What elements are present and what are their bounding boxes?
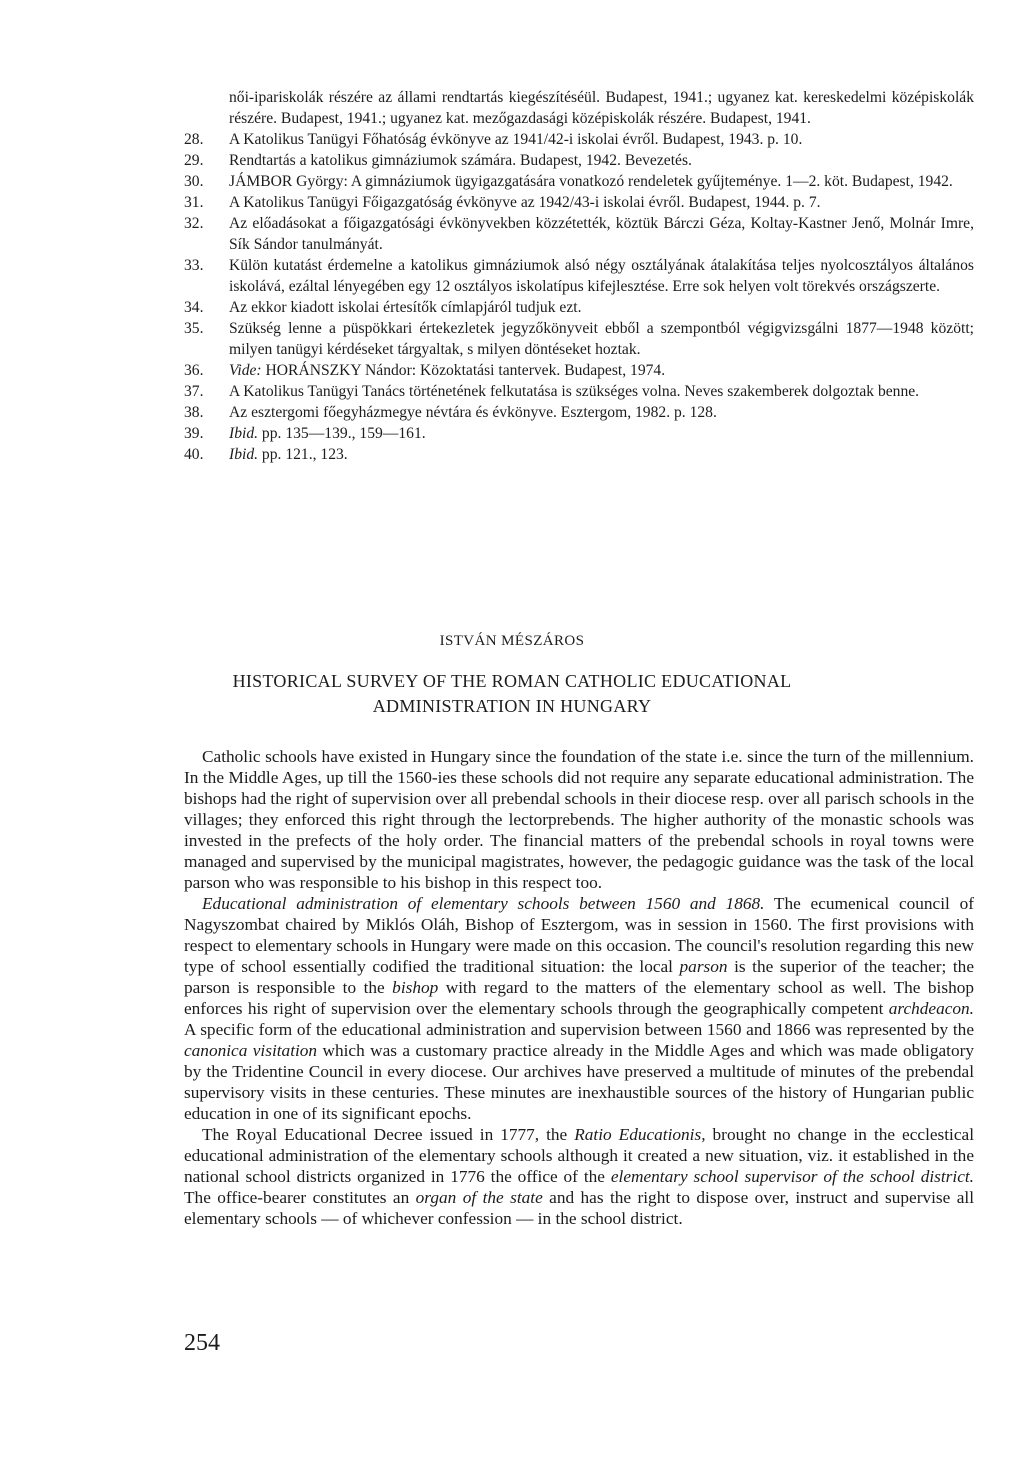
footnote-text: Az ekkor kiadott iskolai értesítők címlapjáról tudjuk ezt. bbox=[229, 299, 582, 316]
footnote-text: HORÁNSZKY Nándor: Közoktatási tantervek. Budapest, 1974. bbox=[261, 362, 666, 379]
paragraph-text: The ecumenical council of Nagyszombat chaired by Miklós Oláh, Bishop of Esztergom, was in session in 1560. The first provisions with respect to elementary schools in Hungary were made on this occasion. The council's resolution regarding this new type of school essentially codified the traditional situation: the local bbox=[184, 894, 974, 976]
footnote-text: pp. 135—139., 159—161. bbox=[258, 425, 426, 442]
footnote-text: Szükség lenne a püspökkari értekezletek jegyzőkönyveit ebből a szempontból végigvizsgálni 1877—1948 között; milyen tanügyi kérdéseket tárgyaltak, s milyen döntéseket hoztak. bbox=[229, 320, 974, 358]
footnotes bbox=[184, 87, 974, 465]
footnote-number: 36. bbox=[184, 362, 204, 379]
article-title bbox=[0, 669, 1024, 719]
footnote-number: 39. bbox=[184, 425, 204, 442]
article-body bbox=[184, 746, 974, 1229]
footnote-number: 37. bbox=[184, 383, 204, 400]
paragraph-text: brought no change in the ecclestical educational administration of the elementary schools although it created a new situation, viz. it established in the national school districts organized in 1776 the office of the bbox=[184, 1125, 975, 1186]
emphasis: canonica visitation bbox=[184, 1041, 318, 1060]
footnote-37 bbox=[184, 381, 974, 402]
footnote-number: 30. bbox=[184, 173, 204, 190]
footnote-italic-lead: Ibid. bbox=[229, 425, 259, 442]
page-number: 254 bbox=[184, 1330, 220, 1356]
emphasis: parson bbox=[679, 957, 728, 976]
emphasis: elementary school supervisor of the school district. bbox=[610, 1167, 974, 1186]
paragraph-text: and has the right to dispose over, instruct and supervise all elementary schools — of whichever confession — in the school district. bbox=[184, 1188, 974, 1228]
footnote-text: Rendtartás a katolikus gimnáziumok számára. Budapest, 1942. Bevezetés. bbox=[229, 152, 692, 169]
footnote-39 bbox=[184, 423, 974, 444]
footnote-text: pp. 121., 123. bbox=[258, 446, 348, 463]
footnote-text: A Katolikus Tanügyi Főigazgatóság évkönyve az 1942/43-i iskolai évről. Budapest, 1944. p. 7. bbox=[229, 194, 821, 211]
article-title-line: ADMINISTRATION IN HUNGARY bbox=[372, 696, 652, 716]
section-heading: Educational administration of elementary schools between 1560 and 1868. bbox=[202, 894, 765, 913]
footnote-number: 31. bbox=[184, 194, 204, 211]
emphasis: organ of the state bbox=[415, 1188, 543, 1207]
footnote-continuation bbox=[184, 87, 974, 129]
footnote-text: A Katolikus Tanügyi Főhatóság évkönyve az 1941/42-i iskolai évről. Budapest, 1943. p. 10. bbox=[229, 131, 803, 148]
body-paragraph bbox=[184, 893, 974, 1124]
footnote-31 bbox=[184, 192, 974, 213]
emphasis: bishop bbox=[392, 978, 439, 997]
emphasis: archdeacon. bbox=[888, 999, 974, 1018]
paragraph-text: The office-bearer constitutes an bbox=[184, 1188, 416, 1207]
footnote-number: 38. bbox=[184, 404, 204, 421]
article-author: ISTVÁN MÉSZÁROS bbox=[439, 633, 585, 649]
footnote-40 bbox=[184, 444, 974, 465]
footnote-number: 33. bbox=[184, 257, 204, 274]
footnote-35 bbox=[184, 318, 974, 360]
footnote-italic-lead: Ibid. bbox=[229, 446, 259, 463]
body-paragraph bbox=[184, 1124, 974, 1229]
footnote-number: 32. bbox=[184, 215, 204, 232]
paragraph-text: The Royal Educational Decree issued in 1777, the bbox=[202, 1125, 575, 1144]
footnote-34 bbox=[184, 297, 974, 318]
footnote-38 bbox=[184, 402, 974, 423]
footnote-text: Az előadásokat a főigazgatósági évkönyvekben közzétették, köztük Bárczi Géza, Koltay-Kastner Jenő, Molnár Imre, Sík Sándor tanulmányát. bbox=[229, 215, 974, 253]
paragraph-text: with regard to the matters of the elementary school as well. The bishop enforces his right of supervision over the elementary schools through the geographically competent bbox=[184, 978, 975, 1018]
footnote-text: Külön kutatást érdemelne a katolikus gimnáziumok alsó négy osztályának átalakítása teljes nyolcosztályos általános iskolává, ezáltal lényegében egy 12 osztályos iskolatípus kifejlesztése. Erre sok helyen volt törekvés országszerte. bbox=[229, 257, 974, 295]
footnote-29 bbox=[184, 150, 974, 171]
footnote-number: 29. bbox=[184, 152, 204, 169]
footnote-text: A Katolikus Tanügyi Tanács történetének felkutatása is szükséges volna. Neves szakemberek dolgoztak benne. bbox=[229, 383, 920, 400]
paragraph-text: Catholic schools have existed in Hungary since the foundation of the state i.e. since the turn of the millennium. In the Middle Ages, up till the 1560-ies these schools did not require any separate educational administration. The bishops had the right of supervision over all prebendal schools in their diocese resp. over all parisch schools in the villages; they enforced this right through the lectorprebends. The higher authority of the monastic schools was invested in the prefects of the holy order. The financial matters of the prebendal schools in royal towns were managed and supervised by the municipal magistrates, however, the pedagogic guidance was the task of the local parson who was responsible to his bishop in this respect too. bbox=[184, 747, 974, 892]
footnote-number: 34. bbox=[184, 299, 204, 316]
footnote-32 bbox=[184, 213, 974, 255]
footnote-number: 40. bbox=[184, 446, 204, 463]
footnote-text: JÁMBOR György: A gimnáziumok ügyigazgatására vonatkozó rendeletek gyűjteménye. 1—2. köt. Budapest, 1942. bbox=[229, 173, 953, 190]
footnote-number: 35. bbox=[184, 320, 204, 337]
footnote-text: női-ipariskolák részére az állami rendtartás kiegészítéséül. Budapest, 1941.; ugyanez kat. kereskedelmi középiskolák részére. Budapest, 1941.; ugyanez kat. mezőgazdasági középiskolák részére. Budapest, 1941. bbox=[229, 89, 974, 127]
footnote-text: Az esztergomi főegyházmegye névtára és évkönyve. Esztergom, 1982. p. 128. bbox=[229, 404, 717, 421]
footnote-28 bbox=[184, 129, 974, 150]
article-title-line: HISTORICAL SURVEY OF THE ROMAN CATHOLIC EDUCATIONAL bbox=[232, 671, 792, 691]
paragraph-text: is the superior of the teacher; the parson is responsible to the bbox=[184, 957, 974, 997]
footnote-33 bbox=[184, 255, 974, 297]
footnote-number: 28. bbox=[184, 131, 204, 148]
emphasis: Ratio Educationis, bbox=[574, 1125, 706, 1144]
footnote-30 bbox=[184, 171, 974, 192]
paragraph-text: A specific form of the educational administration and supervision between 1560 and 1866 was represented by the bbox=[184, 1020, 974, 1039]
paragraph-text: which was a customary practice already in the Middle Ages and which was made obligatory by the Tridentine Council in every diocese. Our archives have preserved a multitude of minutes of the prebendal supervisory visits in these centuries. These minutes are inexhaustible sources of the history of Hungarian public education in one of its significant epochs. bbox=[184, 1041, 974, 1123]
footnote-36 bbox=[184, 360, 974, 381]
footnote-italic-lead: Vide: bbox=[229, 362, 262, 379]
body-paragraph bbox=[184, 746, 974, 893]
